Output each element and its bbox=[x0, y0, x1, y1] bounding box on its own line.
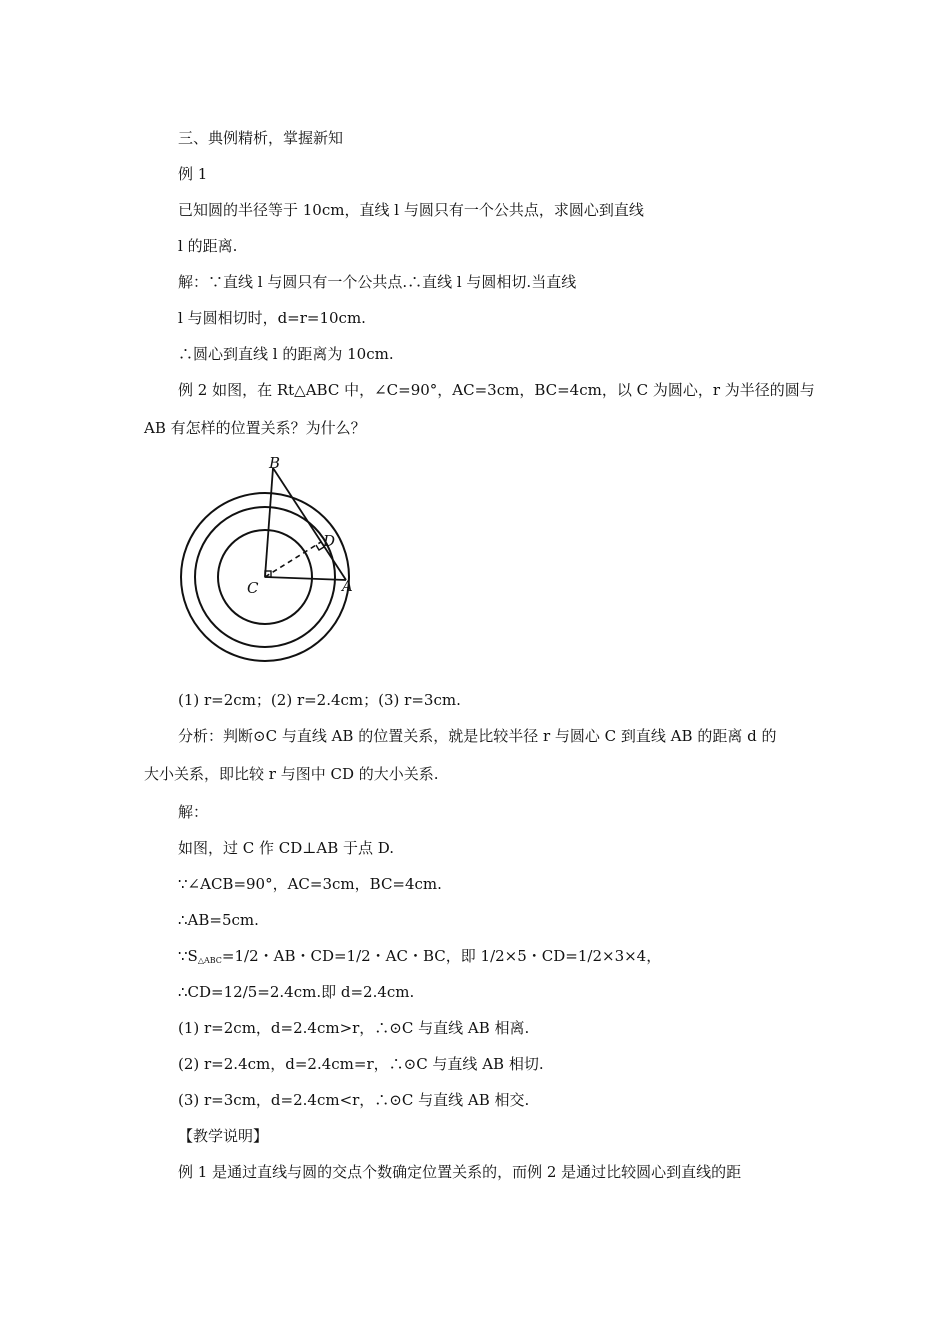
example1-label: 例 1 bbox=[178, 165, 208, 183]
example1-solution-line1: 解：∵直线 l 与圆只有一个公共点.∴直线 l 与圆相切.当直线 bbox=[178, 273, 577, 291]
example2-step5: ∴CD=12/5=2.4cm.即 d=2.4cm. bbox=[178, 983, 415, 1001]
label-b: B bbox=[269, 454, 281, 472]
example2-case1: (1) r=2cm，d=2.4cm>r，∴⊙C 与直线 AB 相离. bbox=[178, 1019, 530, 1037]
step4-rest: =1/2・AB・CD=1/2・AC・BC，即 1/2×5・CD=1/2×3×4， bbox=[221, 947, 662, 965]
example2-case3: (3) r=3cm，d=2.4cm<r，∴⊙C 与直线 AB 相交. bbox=[178, 1091, 530, 1109]
example2-analysis-line2: 大小关系，即比较 r 与图中 CD 的大小关系. bbox=[144, 765, 439, 783]
example2-solution-label: 解： bbox=[178, 803, 209, 821]
example2-problem-line1: 例 2 如图，在 Rt△ABC 中，∠C=90°，AC=3cm，BC=4cm，以 C 为圆心，r 为半径的圆与 bbox=[178, 381, 815, 399]
example2-cases: (1) r=2cm；(2) r=2.4cm；(3) r=3cm. bbox=[178, 691, 461, 709]
example1-solution-line2: l 与圆相切时，d=r=10cm. bbox=[178, 309, 366, 327]
segment-cb bbox=[265, 468, 273, 577]
example2-problem-line2: AB 有怎样的位置关系？为什么？ bbox=[144, 419, 366, 437]
example2-step4 bbox=[178, 946, 661, 971]
example1-problem-line1: 已知圆的半径等于 10cm，直线 l 与圆只有一个公共点，求圆心到直线 bbox=[178, 201, 644, 219]
example2-analysis-line1: 分析：判断⊙C 与直线 AB 的位置关系，就是比较半径 r 与圆心 C 到直线 AB 的距离 d 的 bbox=[178, 727, 777, 745]
teaching-note-heading: 【教学说明】 bbox=[178, 1127, 269, 1145]
section-title: 三、典例精析，掌握新知 bbox=[178, 129, 344, 147]
segment-ca bbox=[265, 577, 346, 580]
example1-problem-line2: l 的距离. bbox=[178, 237, 238, 255]
label-c: C bbox=[247, 579, 259, 597]
example2-case2: (2) r=2.4cm，d=2.4cm=r，∴⊙C 与直线 AB 相切. bbox=[178, 1055, 544, 1073]
teaching-note-text: 例 1 是通过直线与圆的交点个数确定位置关系的，而例 2 是通过比较圆心到直线的距 bbox=[178, 1163, 742, 1181]
label-a: A bbox=[342, 577, 353, 595]
example2-step1: 如图，过 C 作 CD⊥AB 于点 D. bbox=[178, 839, 395, 857]
example2-step3: ∴AB=5cm. bbox=[178, 911, 259, 929]
step4-prefix: ∵S bbox=[178, 947, 198, 965]
example1-conclusion: ∴圆心到直线 l 的距离为 10cm. bbox=[178, 345, 394, 363]
step4-subscript: △ABC bbox=[197, 956, 222, 965]
geometry-figure bbox=[170, 450, 370, 668]
label-d: D bbox=[323, 532, 336, 550]
example2-step2: ∵∠ACB=90°，AC=3cm，BC=4cm. bbox=[178, 875, 442, 893]
